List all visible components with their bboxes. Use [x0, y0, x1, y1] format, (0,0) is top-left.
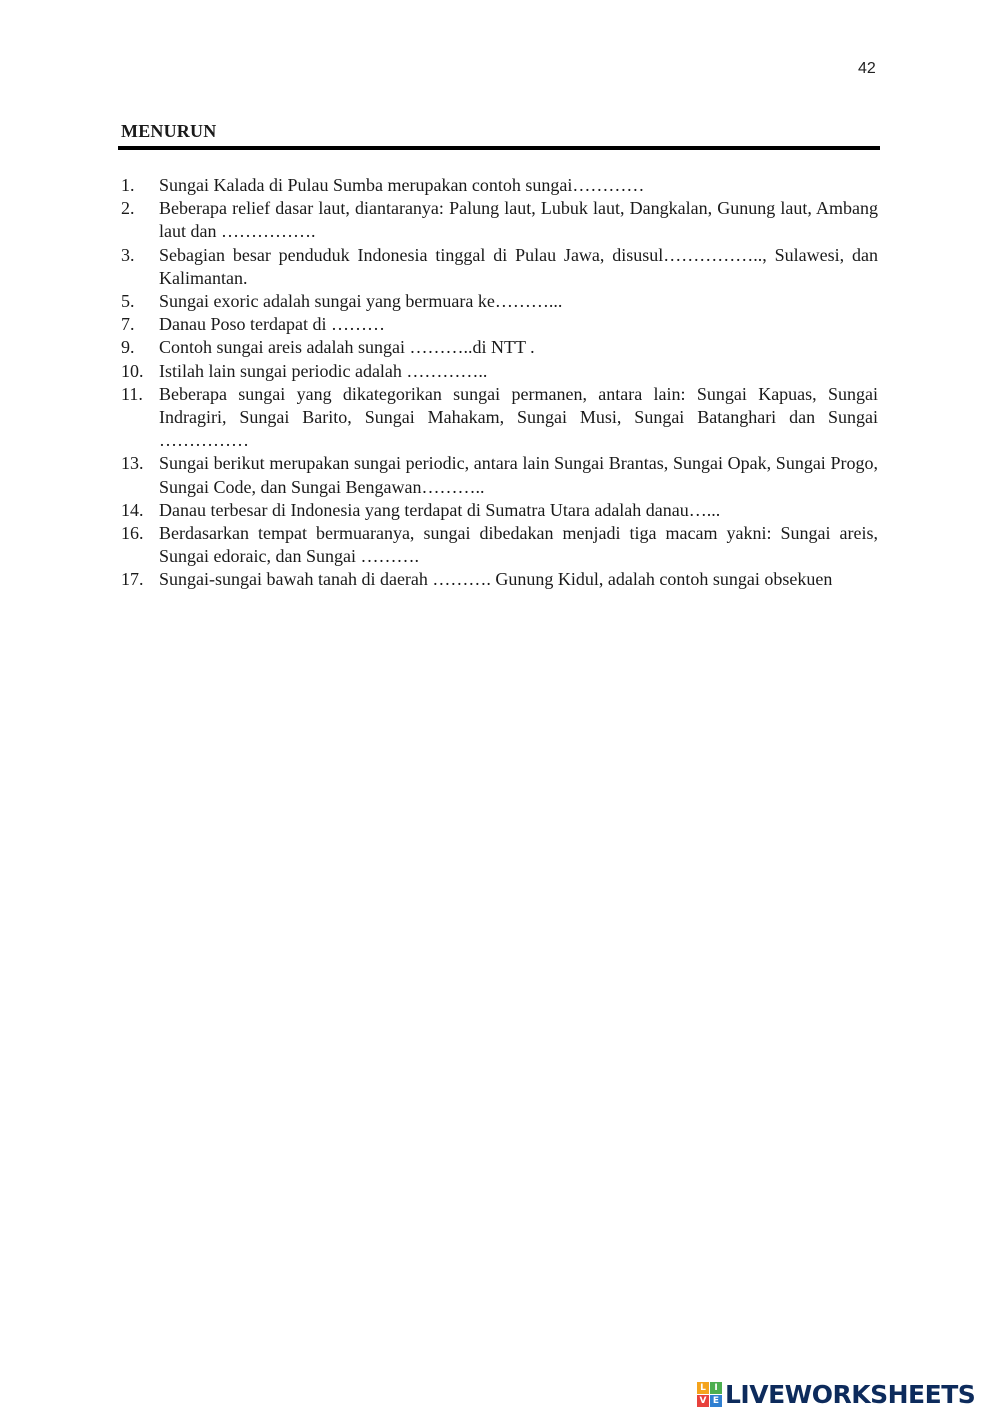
question-number: 3. — [121, 244, 135, 265]
question-text: Sungai berikut merupakan sungai periodic, antara lain Sungai Brantas, Sungai Opak, Sungai Progo, Sungai Code, dan Sungai Bengawan……….. — [159, 453, 878, 497]
question-list — [121, 174, 878, 592]
question-item — [121, 174, 878, 197]
question-text: Sungai exoric adalah sungai yang bermuara ke………... — [159, 291, 563, 312]
question-text: Sebagian besar penduduk Indonesia tinggal di Pulau Jawa, disusul…………….., Sulawesi, dan Kalimantan. — [159, 244, 878, 288]
liveworksheets-logo — [697, 1378, 975, 1410]
question-text: Sungai-sungai bawah tanah di daerah ………. Gunung Kidul, adalah contoh sungai obsekuen — [159, 569, 833, 590]
heading-rule — [118, 146, 880, 150]
question-number: 7. — [121, 314, 135, 335]
question-number: 10. — [121, 360, 144, 381]
question-item — [121, 499, 878, 522]
question-item — [121, 383, 878, 453]
question-number: 13. — [121, 453, 144, 474]
logo-letter-tile: I — [710, 1382, 722, 1394]
question-text: Contoh sungai areis adalah sungai ………..di NTT . — [159, 337, 535, 358]
question-item — [121, 290, 878, 313]
question-number: 11. — [121, 383, 143, 404]
question-number: 9. — [121, 337, 135, 358]
question-text: Beberapa sungai yang dikategorikan sungai permanen, antara lain: Sungai Kapuas, Sungai Indragiri, Sungai Barito, Sungai Mahakam, Sungai Musi, Sungai Batanghari dan Sungai …………… — [159, 383, 878, 451]
logo-letter-tile: E — [710, 1395, 722, 1407]
question-number: 2. — [121, 198, 135, 219]
question-item — [121, 313, 878, 336]
question-number: 1. — [121, 175, 135, 195]
question-text: Danau Poso terdapat di ……… — [159, 314, 385, 335]
logo-letter-tile: V — [697, 1395, 709, 1407]
question-number: 16. — [121, 523, 144, 544]
logo-wordmark: LIVEWORKSHEETS — [725, 1379, 976, 1409]
question-text: Danau terbesar di Indonesia yang terdapat di Sumatra Utara adalah danau…... — [159, 499, 721, 520]
question-item — [121, 197, 878, 243]
question-text: Berdasarkan tempat bermuaranya, sungai dibedakan menjadi tiga macam yakni: Sungai areis, Sungai edoraic, dan Sungai ………. — [159, 523, 878, 567]
page-number: 42 — [858, 60, 876, 77]
page-heading: MENURUN — [121, 121, 217, 141]
question-number: 14. — [121, 499, 144, 520]
logo-letter-tile: L — [697, 1382, 709, 1394]
question-item — [121, 336, 878, 359]
question-text: Beberapa relief dasar laut, diantaranya: Palung laut, Lubuk laut, Dangkalan, Gunung laut, Ambang laut dan ……………. — [159, 198, 878, 242]
question-item — [121, 452, 878, 498]
question-item — [121, 568, 878, 591]
question-text: Istilah lain sungai periodic adalah ………….. — [159, 360, 488, 381]
question-item — [121, 522, 878, 568]
question-item — [121, 244, 878, 290]
question-item — [121, 360, 878, 383]
question-number: 5. — [121, 291, 135, 312]
liveworksheets-logo-icon — [697, 1382, 722, 1407]
question-text: Sungai Kalada di Pulau Sumba merupakan contoh sungai………… — [159, 175, 645, 195]
question-number: 17. — [121, 569, 144, 590]
